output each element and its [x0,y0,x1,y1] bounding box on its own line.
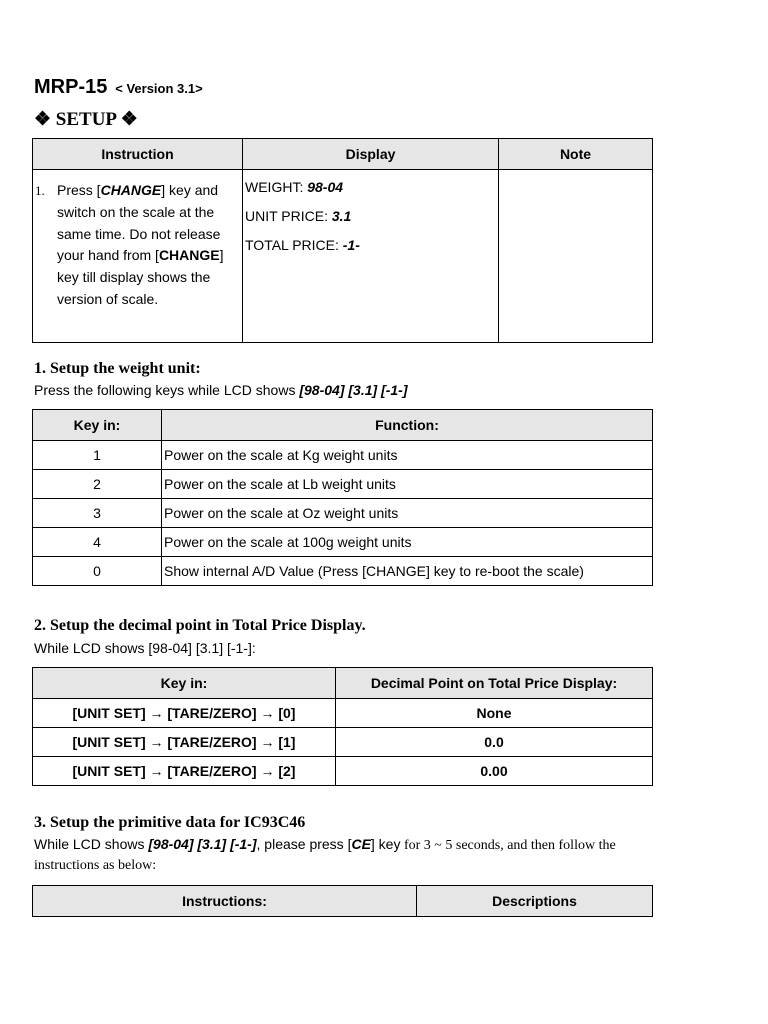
table-row [33,499,653,528]
version-label: < Version 3.1> [115,81,203,96]
change-key: CHANGE [158,247,220,264]
note-cell [499,170,653,343]
function-cell: Power on the scale at Oz weight units [162,499,653,528]
header-key-in: Key in: [33,410,162,441]
header-function: Function: [162,410,653,441]
change-key: CHANGE [100,182,162,198]
decimal-value-cell: 0.00 [336,757,653,786]
key-cell: 3 [33,499,162,528]
section3-subtext: While LCD shows [98-04] [3.1] [-1-], please press [CE] key for 3 ~ 5 seconds, and then follow the [34,836,616,853]
function-cell: Show internal A/D Value (Press [CHANGE] key to re-boot the scale) [162,557,653,586]
header-key-in: Key in: [33,668,336,699]
header-note: Note [499,139,653,170]
section2-subtext: While LCD shows [98-04] [3.1] [-1-]: [34,640,256,656]
header-decimal-point: Decimal Point on Total Price Display: [336,668,653,699]
weight-unit-header-row [33,410,653,441]
key-cell: 0 [33,557,162,586]
key-sequence-cell: [UNIT SET] → [TARE/ZERO] → [0] [33,699,336,728]
setup-table-row [33,170,653,343]
table-row [33,441,653,470]
header-display: Display [243,139,499,170]
key-sequence-cell: [UNIT SET] → [TARE/ZERO] → [1] [33,728,336,757]
section2-heading: 2. Setup the decimal point in Total Price Display. [34,617,366,634]
weight-unit-table [32,409,653,586]
key-sequence-cell: [UNIT SET] → [TARE/ZERO] → [2] [33,757,336,786]
function-cell: Power on the scale at Lb weight units [162,470,653,499]
document-title [34,76,203,99]
primitive-header-row [33,886,653,917]
table-row [33,557,653,586]
table-row [33,728,653,757]
setup-table [32,138,653,343]
key-cell: 2 [33,470,162,499]
decimal-header-row [33,668,653,699]
display-total-price: TOTAL PRICE: -1- [245,237,360,253]
section1-subtext: Press the following keys while LCD shows [98-04] [3.1] [-1-] [34,382,408,398]
table-row [33,699,653,728]
header-instructions: Instructions: [33,886,417,917]
section3-heading: 3. Setup the primitive data for IC93C46 [34,814,306,831]
display-weight: WEIGHT: 98-04 [245,179,344,195]
header-instruction: Instruction [33,139,243,170]
function-cell: Power on the scale at Kg weight units [162,441,653,470]
function-cell: Power on the scale at 100g weight units [162,528,653,557]
key-cell: 4 [33,528,162,557]
section1-heading: 1. Setup the weight unit: [34,360,201,377]
table-row [33,470,653,499]
table-row [33,528,653,557]
decimal-point-table [32,667,653,786]
section3-subtext-line2: instructions as below: [34,858,157,873]
primitive-data-table [32,885,653,917]
instruction-text: Press [CHANGE] key and switch on the scale at the same time. Do not release your hand from [CHANGE] key till display shows the version of scale. [57,182,224,307]
header-descriptions: Descriptions [417,886,653,917]
key-cell: 1 [33,441,162,470]
instruction-number: 1. [35,183,45,198]
instruction-cell [33,170,243,343]
model-name: MRP-15 [34,76,108,98]
display-unit-price: UNIT PRICE: 3.1 [245,208,352,224]
setup-table-header-row [33,139,653,170]
decimal-value-cell: None [336,699,653,728]
display-cell [243,170,499,343]
decimal-value-cell: 0.0 [336,728,653,757]
setup-heading: ❖ SETUP ❖ [34,109,138,130]
table-row [33,757,653,786]
